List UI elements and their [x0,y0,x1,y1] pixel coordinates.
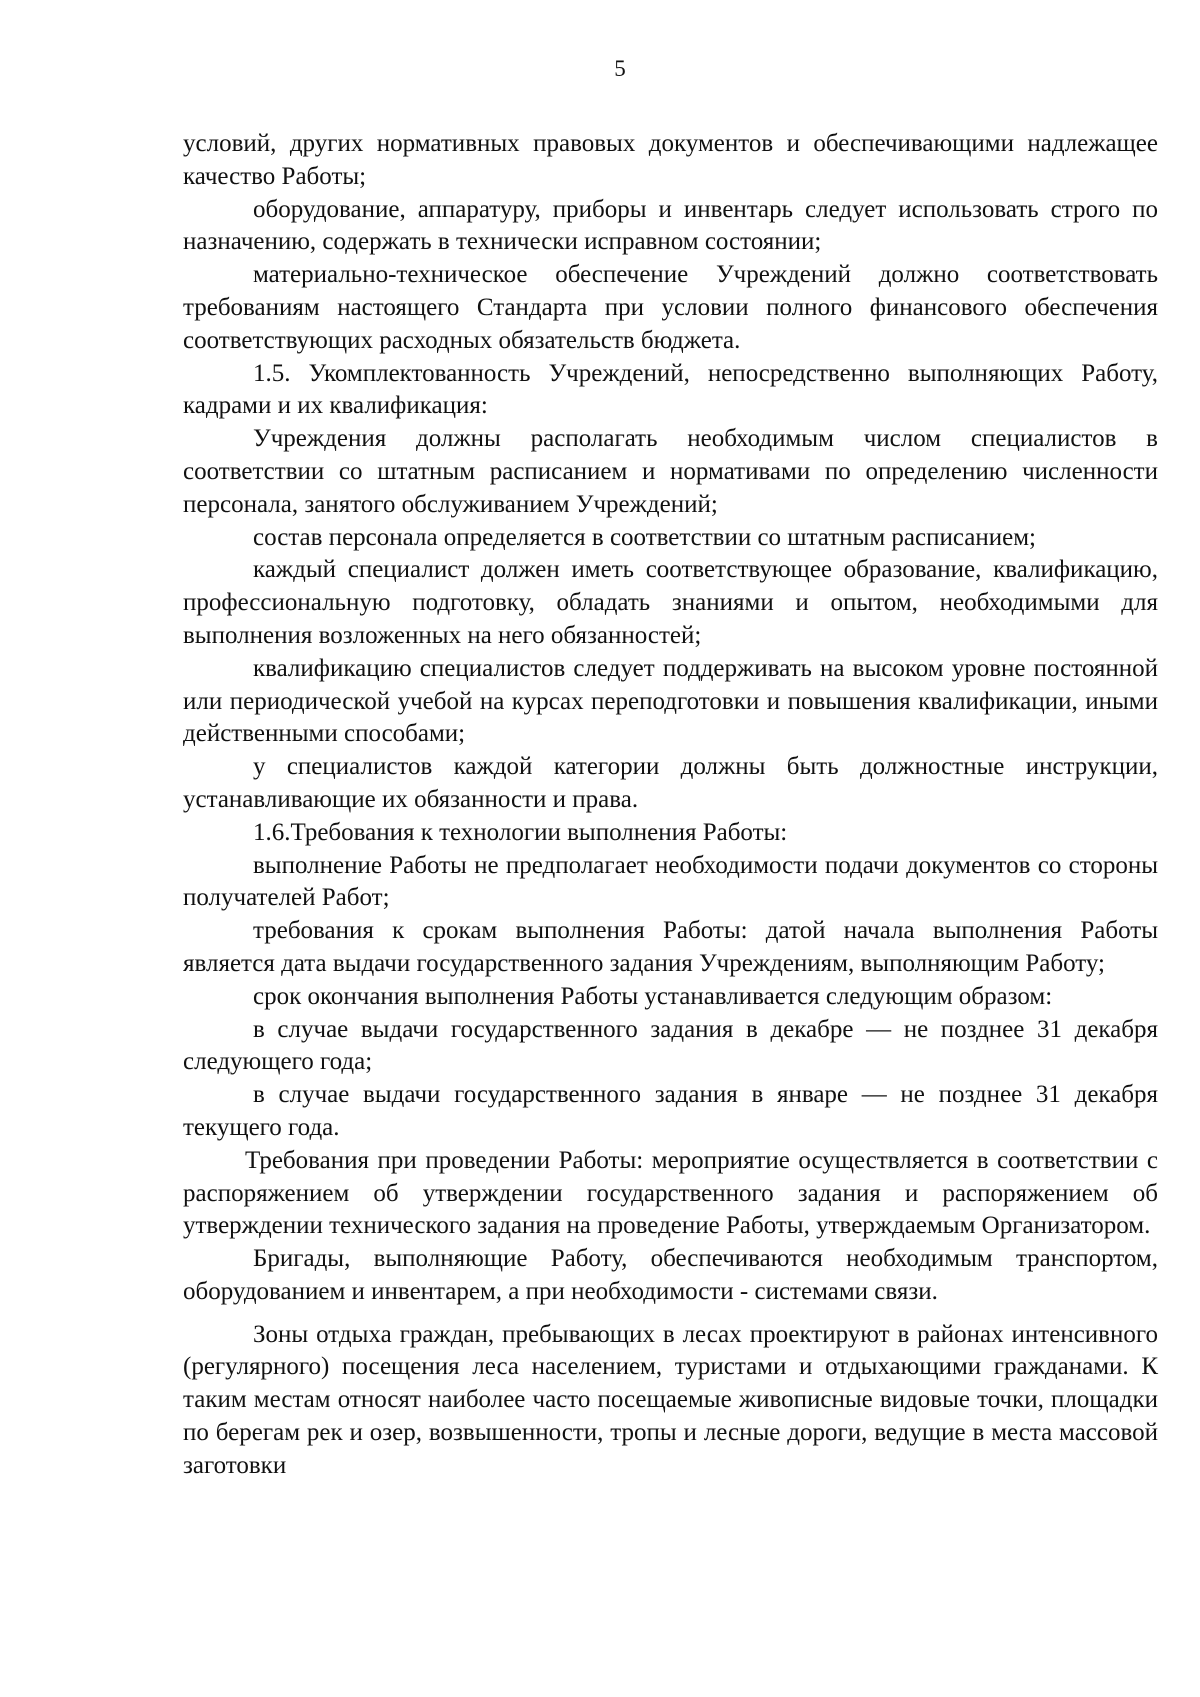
section-heading-1-5: 1.5. Укомплектованность Учреждений, непосредственно выполняющих Работу, кадрами и их квалификация: [183,359,1158,420]
paragraph-specialist-education: каждый специалист должен иметь соответствующее образование, квалификацию, профессиональную подготовку, обладать знаниями и опытом, необходимыми для выполнения возложенных на него обязанностей; [183,556,1158,649]
page-number: 5 [614,56,626,81]
paragraph-job-instructions: у специалистов каждой категории должны быть должностные инструкции, устанавливающие их обязанности и права. [183,753,1158,813]
document-body [183,128,1158,1483]
paragraph-january-case: в случае выдачи государственного задания в январе — не позднее 31 декабря текущего года. [183,1081,1158,1141]
paragraph-work-requirements: Требования при проведении Работы: мероприятие осуществляется в соответствии с распоряжением об утверждении государственного задания и распоряжением об утверждении технического задания на проведение Работы, утверждаемым Организатором. [183,1146,1158,1240]
paragraph-gap [183,1309,1158,1319]
paragraph-continuation: условий, других нормативных правовых документов и обеспечивающими надлежащее качество Работы; [183,130,1158,190]
paragraph-december-case: в случае выдачи государственного задания в декабре — не позднее 31 декабря следующего года; [183,1015,1158,1076]
paragraph-brigades: Бригады, выполняющие Работу, обеспечиваются необходимым транспортом, оборудованием и инвентарем, а при необходимости - системами связи. [183,1245,1158,1305]
section-heading-1-6: 1.6.Требования к технологии выполнения Работы: [253,818,788,846]
paragraph-no-documents: выполнение Работы не предполагает необходимости подачи документов со стороны получателей Работ; [183,851,1158,912]
paragraph-start-date: требования к срокам выполнения Работы: датой начала выполнения Работы является дата выдачи государственного задания Учреждениям, выполняющим Работу; [183,917,1158,977]
paragraph-recreation-zones: Зоны отдыха граждан, пребывающих в лесах проектируют в районах интенсивного (регулярного) посещения леса населением, туристами и отдыхающими гражданами. К таким местам относят наиболее часто посещаемые живописные видовые точки, площадки по берегам рек и озер, возвышенности, тропы и лесные дороги, ведущие в места массовой заготовки [183,1320,1158,1479]
paragraph-end-date: срок окончания выполнения Работы устанавливается следующим образом: [253,982,1053,1010]
paragraph-staffing: Учреждения должны располагать необходимым числом специалистов в соответствии со штатным расписанием и нормативами по определению численности персонала, занятого обслуживанием Учреждений; [183,425,1158,518]
paragraph-qualification: квалификацию специалистов следует поддерживать на высоком уровне постоянной или периодической учебой на курсах переподготовки и повышения квалификации, иными действенными способами; [183,654,1158,748]
paragraph-staff-composition: состав персонала определяется в соответствии со штатным расписанием; [253,523,1036,551]
paragraph-equipment: оборудование, аппаратуру, приборы и инвентарь следует использовать строго по назначению, содержать в технически исправном состоянии; [183,195,1158,256]
paragraph-material-support: материально-техническое обеспечение Учреждений должно соответствовать требованиям настоящего Стандарта при условии полного финансового обеспечения соответствующих расходных обязательств бюджета. [183,261,1158,354]
